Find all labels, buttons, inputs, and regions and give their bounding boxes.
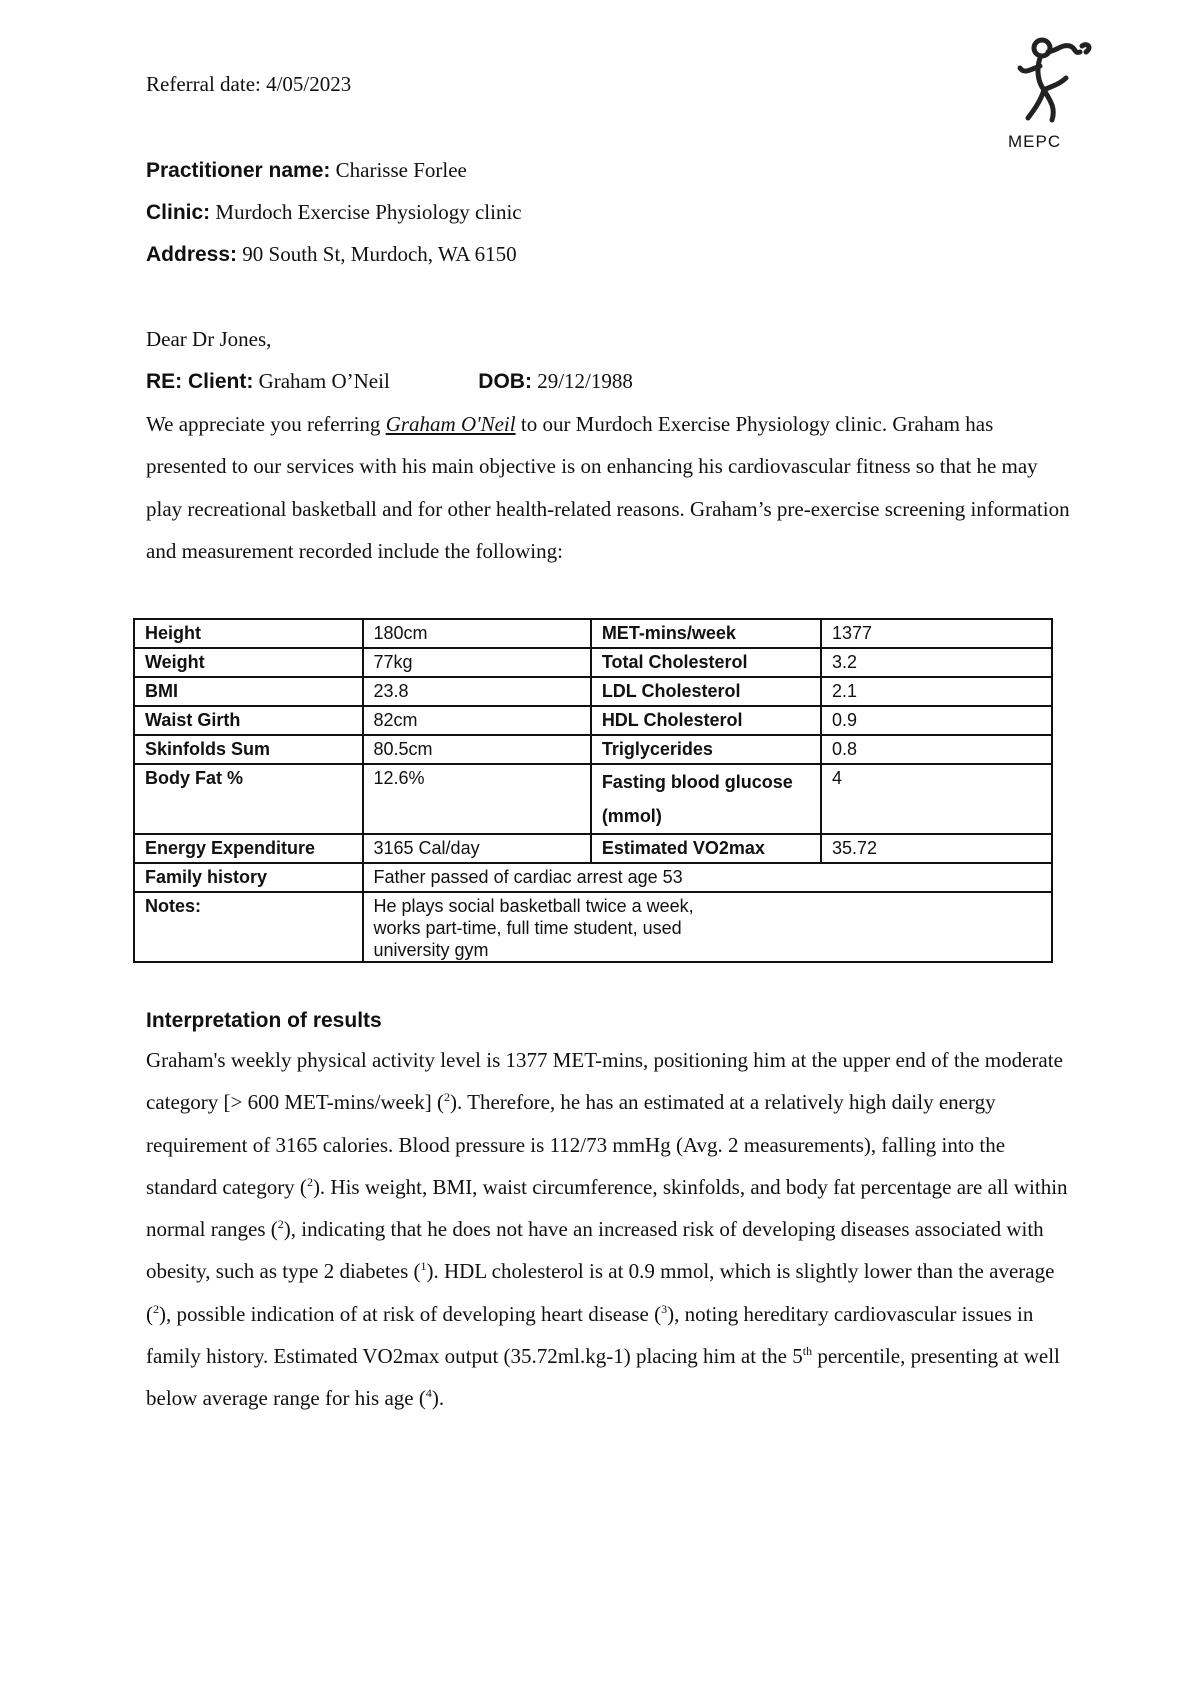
table-row [134,863,1052,892]
reference-marker: 3 [661,1301,668,1316]
notes-label: Notes: [134,892,363,962]
client-line [146,369,633,394]
notes-text: He plays social basketball twice a week, works part-time, full time student, used university gym [373,896,694,960]
interpretation-text: ). HDL cholesterol is at 0.9 mmol, which is slightly lower than the average ( [146,1259,1055,1326]
referral-date: Referral date: 4/05/2023 [146,72,352,96]
practitioner-label: Practitioner name: [146,159,331,182]
table-cell-label: Total Cholesterol [591,648,821,677]
table-cell-label: Body Fat % [134,764,363,834]
reference-marker: 2 [444,1090,450,1105]
table-cell-value: 0.8 [821,735,1052,764]
table-cell-label: MET-mins/week [591,619,821,648]
family-history-label: Family history [134,863,363,892]
table-row [134,892,1052,962]
family-history-value: Father passed of cardiac arrest age 53 [363,863,1053,892]
interpretation-text: Graham's weekly physical activity level is 1377 MET-mins, positioning him at the upper end of the moderate category [> 600 MET-mins/week] ( [146,1048,1063,1115]
clinic-name: Murdoch Exercise Physiology clinic [215,200,522,224]
dob-value: 29/12/1988 [537,369,633,393]
practitioner-line [146,158,467,183]
client-name: Graham O’Neil [258,369,390,393]
interpretation-paragraph [146,1039,1076,1420]
table-cell-value: 80.5cm [363,735,591,764]
interpretation-text: ). [431,1386,445,1411]
interpretation-text: percentile, presenting at well below average range for his age ( [146,1344,1060,1411]
table-cell-label: Waist Girth [134,706,363,735]
reference-marker: 4 [425,1386,432,1401]
interpretation-text: ), possible indication of at risk of developing heart disease ( [159,1301,662,1326]
reference-marker: 2 [153,1301,159,1316]
table-row [134,764,1052,834]
salutation: Dear Dr Jones, [146,327,272,351]
interpretation-text: ). His weight, BMI, waist circumference, skinfolds, and body fat percentage are all within normal ranges ( [146,1174,1068,1242]
address-label: Address: [146,243,238,266]
table-row [134,706,1052,735]
re-client-label: RE: Client: [146,370,254,393]
practitioner-name: Charisse Forlee [335,158,467,182]
interpretation-text: ), indicating that he does not have an increased risk of developing diseases associated with obesity, such as type 2 diabetes ( [146,1217,1044,1284]
table-row [134,834,1052,863]
table-cell-value: 82cm [363,706,591,735]
table-cell-label: Weight [134,648,363,677]
ordinal-suffix: th [802,1344,813,1359]
table-cell-value: 4 [821,764,1052,834]
table-cell-label: Height [134,619,363,648]
logo-wordmark: MEPC [1008,132,1062,151]
screening-table [133,618,1053,963]
address-value: 90 South St, Murdoch, WA 6150 [242,242,517,266]
table-cell-label: Skinfolds Sum [134,735,363,764]
table-cell-label: Estimated VO2max [591,834,821,863]
intro-paragraph [146,403,1076,572]
table-row [134,619,1052,648]
table-cell-value: 77kg [363,648,591,677]
table-row [134,735,1052,764]
table-cell-value: 1377 [821,619,1052,648]
table-cell-label: Energy Expenditure [134,834,363,863]
reference-marker: 2 [306,1174,313,1189]
notes-value [363,892,1053,962]
table-cell-label: Triglycerides [591,735,821,764]
table-cell-value: 23.8 [363,677,591,706]
reference-marker: 2 [277,1217,284,1232]
interpretation-text: ), noting hereditary cardiovascular issues in family history. Estimated VO2max output (35.72ml.kg-1) placing him at the 5 [146,1301,1034,1369]
table-cell-value: 0.9 [821,706,1052,735]
table-cell-value: 180cm [363,619,591,648]
table-row [134,648,1052,677]
table-cell-label: LDL Cholesterol [591,677,821,706]
client-name-link: Graham O'Neil [385,412,516,436]
table-cell-label: HDL Cholesterol [591,706,821,735]
table-cell-label: BMI [134,677,363,706]
intro-text-start: We appreciate you referring [146,412,386,436]
table-cell-value: 2.1 [821,677,1052,706]
dob-label: DOB: [478,370,532,393]
clinic-line [146,200,522,225]
intro-text-end: to our Murdoch Exercise Physiology clinic. Graham has presented to our services with his main objective is on enhancing his cardiovascular fitness so that he may play recreational basketball and for other health-related reasons. Graham’s pre-exercise screening information and measurement recorded include the following: [146,412,1070,563]
interpretation-text: ). Therefore, he has an estimated at a relatively high daily energy requirement of 3165 calories. Blood pressure is 112/73 mmHg (Avg. 2 measurements), falling into the standard category ( [146,1090,1006,1199]
table-cell-label: Fasting blood glucose (mmol) [591,764,821,834]
address-line [146,242,517,267]
table-cell-value: 3.2 [821,648,1052,677]
clinic-label: Clinic: [146,201,211,224]
table-row [134,677,1052,706]
table-cell-value: 35.72 [821,834,1052,863]
reference-marker: 1 [420,1259,427,1274]
table-cell-value: 3165 Cal/day [363,834,591,863]
table-cell-value: 12.6% [363,764,591,834]
interpretation-heading: Interpretation of results [146,1009,382,1032]
